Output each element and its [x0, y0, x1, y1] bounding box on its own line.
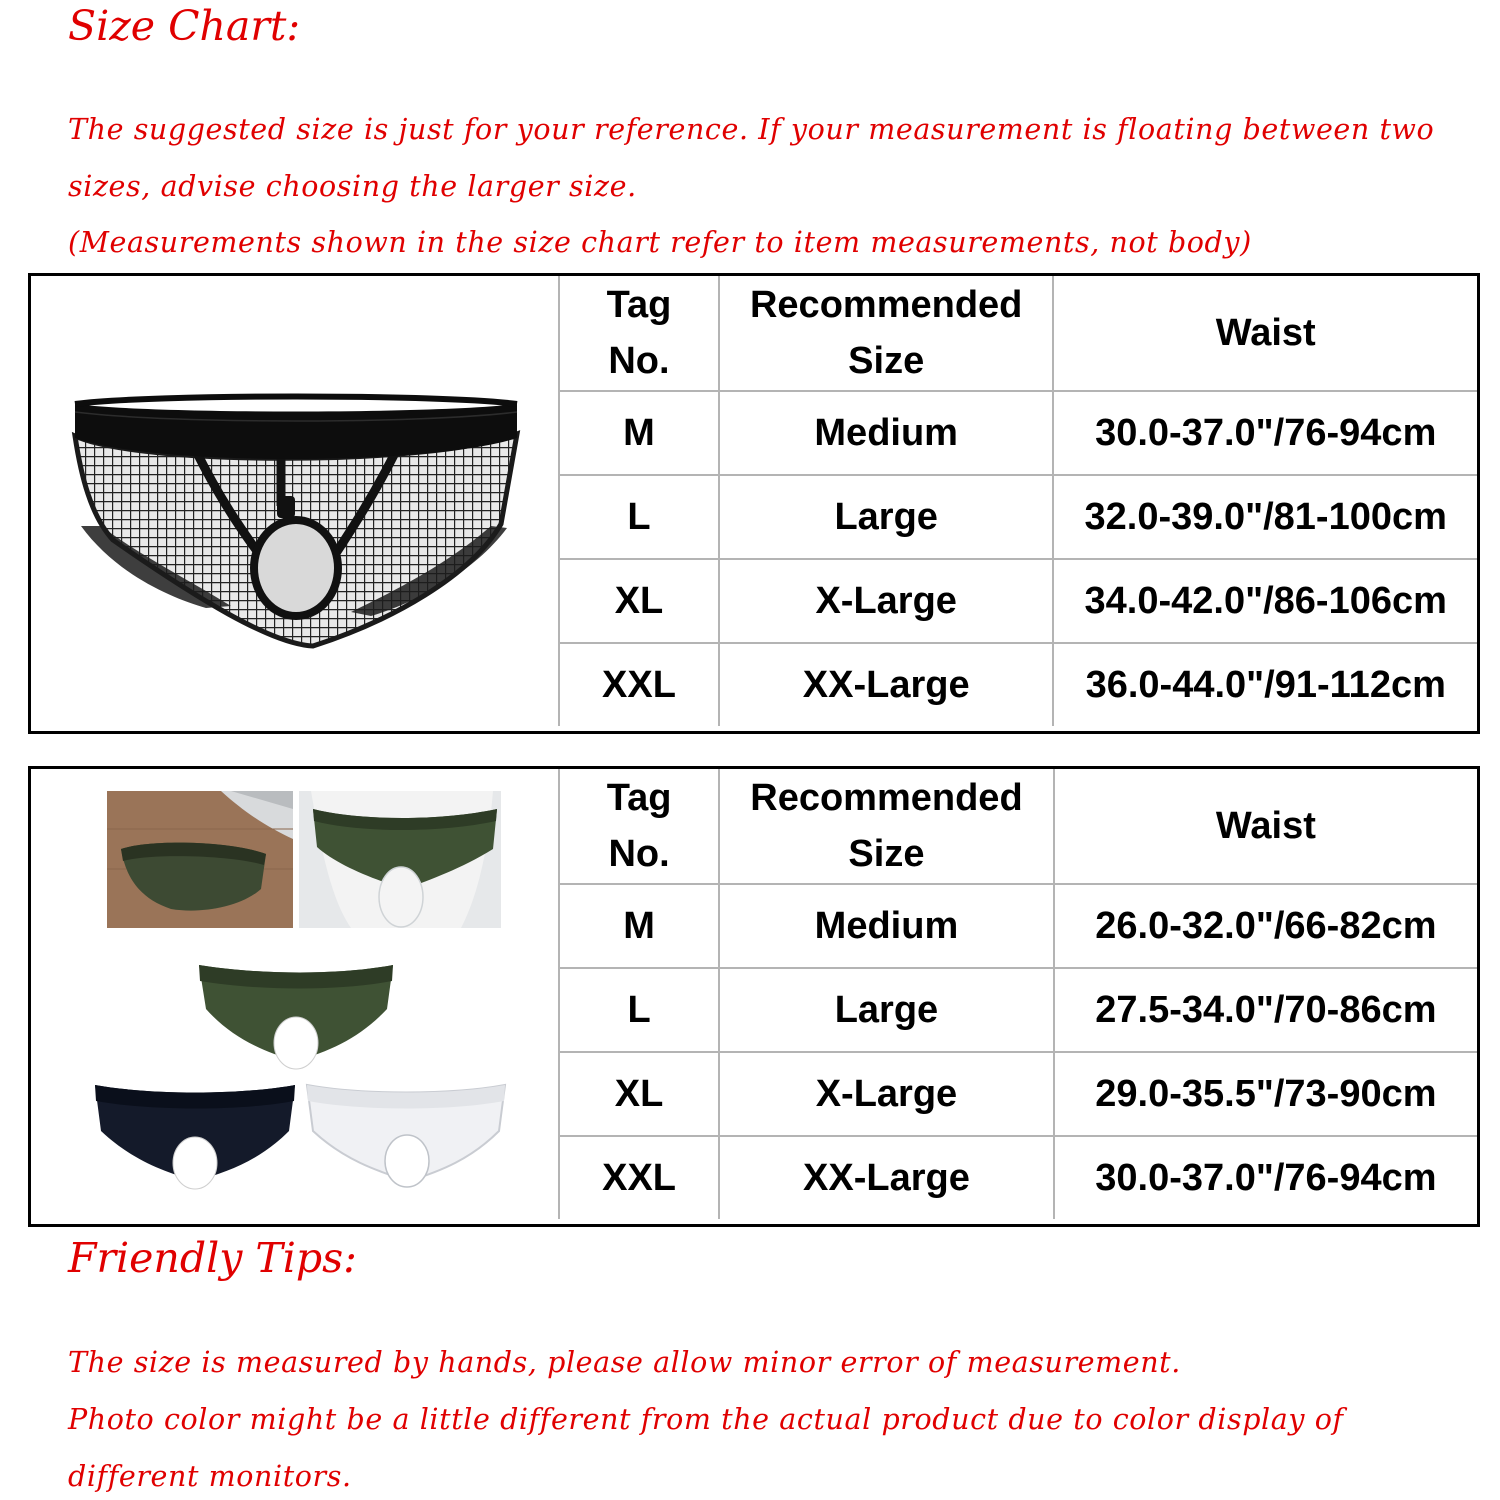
tag-cell: M [559, 884, 719, 968]
table-row [559, 391, 1477, 475]
size-chart-heading: Size Chart: [68, 2, 301, 50]
header-recommended-size [719, 276, 1054, 391]
tag-cell: XL [559, 1052, 719, 1136]
friendly-tips-heading: Friendly Tips: [68, 1234, 357, 1282]
tip-line-3: different monitors. [68, 1460, 352, 1493]
green-brief-icon [199, 965, 393, 1069]
tag-cell: M [559, 391, 719, 475]
size-cell: Large [719, 968, 1054, 1052]
size-cell: Medium [719, 391, 1054, 475]
waist-cell: 32.0-39.0"/81-100cm [1053, 475, 1477, 559]
waist-cell: 36.0-44.0"/91-112cm [1053, 643, 1477, 726]
green-brief-on-model-icon [299, 791, 501, 928]
size-table-box-2 [28, 766, 1480, 1227]
header-recommended-label: Recommended Size [750, 777, 1023, 875]
intro-line-3: (Measurements shown in the size chart refer to item measurements, not body) [68, 226, 1252, 259]
header-recommended-size [719, 769, 1054, 884]
size-cell: X-Large [719, 559, 1054, 643]
intro-line-2: sizes, advise choosing the larger size. [68, 170, 637, 203]
table-row [559, 559, 1477, 643]
size-cell: X-Large [719, 1052, 1054, 1136]
waist-cell: 27.5-34.0"/70-86cm [1054, 968, 1477, 1052]
tip-line-2: Photo color might be a little different from the actual product due to color display of [68, 1403, 1344, 1436]
header-tag-no [559, 769, 719, 884]
header-tag-label: Tag No. [606, 777, 672, 875]
table-row [559, 475, 1477, 559]
waist-cell: 30.0-37.0"/76-94cm [1054, 1136, 1477, 1219]
mesh-brief-icon [31, 276, 557, 731]
waist-cell: 29.0-35.5"/73-90cm [1054, 1052, 1477, 1136]
size-cell: XX-Large [719, 643, 1054, 726]
size-cell: XX-Large [719, 1136, 1054, 1219]
green-brief-on-floor-icon [107, 791, 293, 928]
intro-line-1: The suggested size is just for your reference. If your measurement is floating between two [68, 113, 1435, 146]
product-image-cell-1 [31, 276, 557, 731]
tag-cell: XXL [559, 643, 719, 726]
tag-cell: L [559, 968, 719, 1052]
header-tag-no [559, 276, 719, 391]
header-recommended-label: Recommended Size [749, 284, 1023, 382]
size-table-1 [558, 276, 1477, 726]
table-row [559, 1136, 1477, 1219]
brief-collage-icon [31, 769, 557, 1224]
size-table-box-1 [28, 273, 1480, 734]
navy-brief-icon [95, 1085, 295, 1189]
table-row [559, 968, 1477, 1052]
table-row [559, 884, 1477, 968]
tag-cell: XXL [559, 1136, 719, 1219]
size-cell: Large [719, 475, 1054, 559]
table-row [559, 643, 1477, 726]
header-waist: Waist [1054, 769, 1477, 884]
header-waist: Waist [1053, 276, 1477, 391]
tip-line-1: The size is measured by hands, please allow minor error of measurement. [68, 1346, 1181, 1379]
product-image-cell-2 [31, 769, 557, 1224]
waist-cell: 34.0-42.0"/86-106cm [1053, 559, 1477, 643]
size-cell: Medium [719, 884, 1054, 968]
tag-cell: L [559, 475, 719, 559]
header-tag-label: Tag No. [606, 284, 672, 382]
waist-cell: 26.0-32.0"/66-82cm [1054, 884, 1477, 968]
table-row [559, 1052, 1477, 1136]
white-brief-icon [307, 1085, 505, 1187]
tag-cell: XL [559, 559, 719, 643]
size-table-2 [558, 769, 1477, 1219]
waist-cell: 30.0-37.0"/76-94cm [1053, 391, 1477, 475]
